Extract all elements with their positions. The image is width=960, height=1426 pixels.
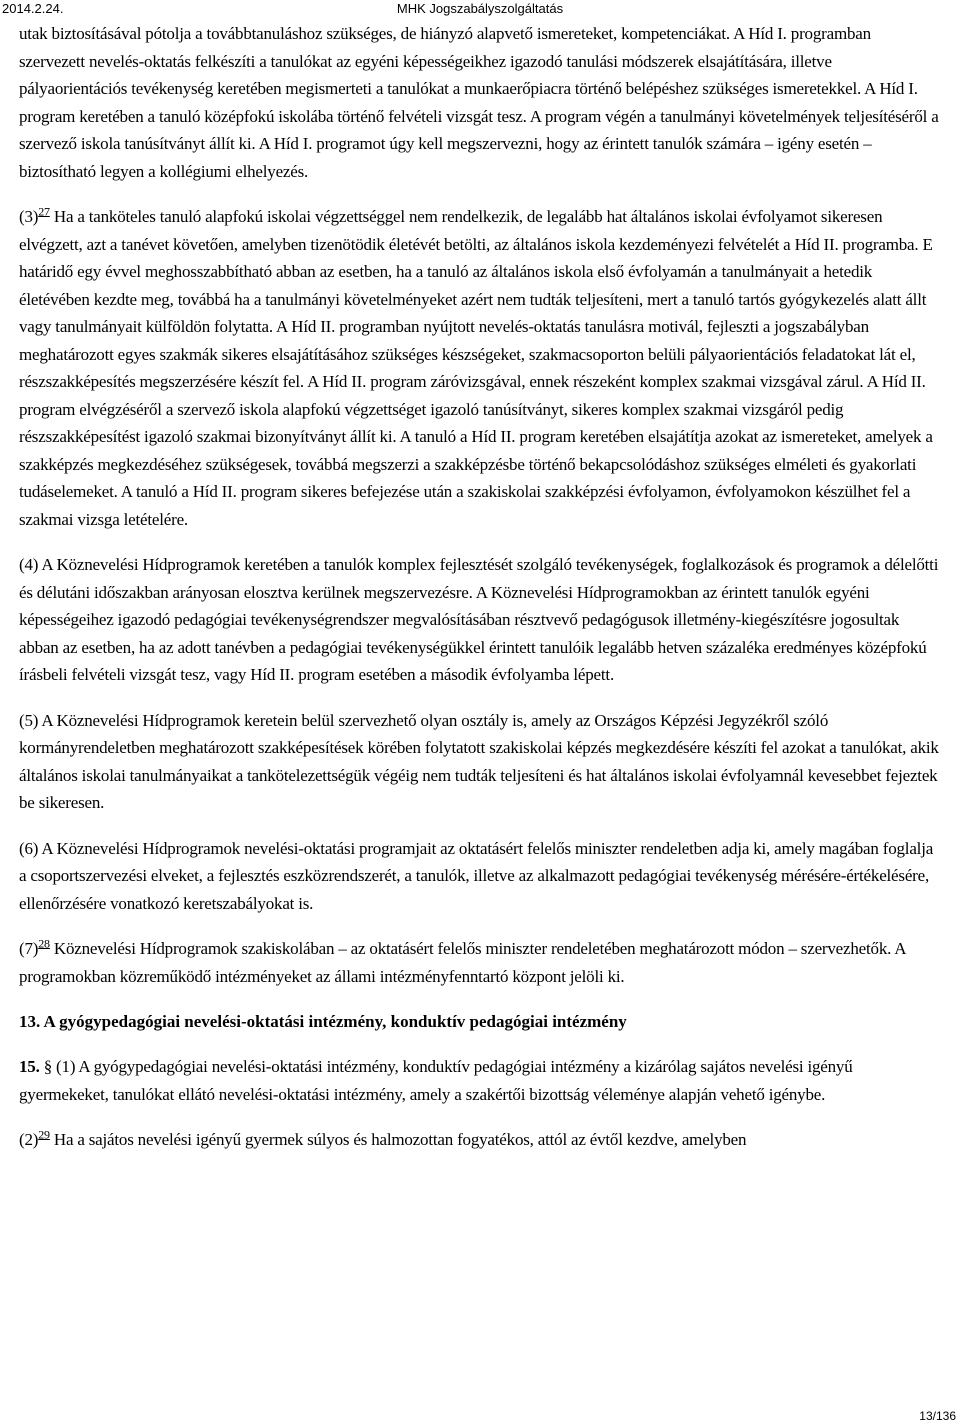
paragraph-text: Ha a sajátos nevelési igényű gyermek súlyos és halmozottan fogyatékos, attól az évtől kezdve, amelyben bbox=[49, 1130, 747, 1149]
footnote-link-27[interactable]: 27 bbox=[38, 204, 50, 219]
section-15-paragraph-2 bbox=[19, 1126, 939, 1154]
page-number: 13/136 bbox=[919, 1409, 956, 1423]
paragraph-text: Ha a tanköteles tanuló alapfokú iskolai végzettséggel nem rendelkezik, de legalább hat általános iskolai évfolyamot sikeresen elvégzett, azt a tanévet követően, amelyben tizenötödik életévét betölti, az általános iskola kezdeményezi felvételét a Híd II. programba. E határidő egy évvel meghosszabbítható abban az esetben, ha a tanuló az általános iskola első évfolyamán a tanulmányait a hetedik életévében kezdte meg, továbbá ha a tanulmányi követelményeket azért nem tudták teljesíteni, mert a tanuló tartós gyógykezelés alatt állt vagy tanulmányait külföldön folytatta. A Híd II. programban nyújtott nevelés-oktatás tanulásra motivál, fejleszti a jogszabályban meghatározott egyes szakmák sikeres elsajátításához szükséges készségeket, szakmacsoporton belüli pályaorientációs feladatokat lát el, részszakképesítés megszerzésére készít fel. A Híd II. program záróvizsgával, ennek részeként komplex szakmai vizsgával zárul. A Híd II. program elvégzéséről a szervező iskola alapfokú végzettséget igazoló tanúsítványt, sikeres komplex szakmai vizsgáról pedig részszakképesítést igazoló szakmai bizonyítványt állít ki. A tanuló a Híd II. program keretében elsajátítja azokat az ismereteket, amelyek a szakképzés megkezdéséhez szükségesek, továbbá megszerzi a szakképzésbe történő bekapcsolódáshoz szükséges elméleti és gyakorlati tudáselemeket. A tanuló a Híd II. program sikeres befejezése után a szakiskolai szakképzési évfolyamon, évfolyamokon készülhet fel a szakmai vizsga letételére. bbox=[19, 207, 933, 529]
paragraph-6: (6) A Köznevelési Hídprogramok nevelési-oktatási programjait az oktatásért felelős miniszter rendeletben adja ki, amely magában foglalja a csoportszervezési elveket, a fejlesztés eszközrendszerét, a tanulók, illetve az alkalmazott pedagógiai tevékenység mérésére-értékelésére, ellenőrzésére vonatkozó keretszabályokat is. bbox=[19, 838, 934, 913]
print-date: 2014.2.24. bbox=[2, 1, 64, 16]
footnote-link-28[interactable]: 28 bbox=[38, 936, 50, 951]
paragraph-text: § (1) A gyógypedagógiai nevelési-oktatási intézmény, konduktív pedagógiai intézmény a kizárólag sajátos nevelési igényű gyermekeket, tanulókat ellátó nevelési-oktatási intézmény, amely a szakértői bizottság véleménye alapján vehető igénybe. bbox=[19, 1057, 853, 1104]
paragraph-4: (4) A Köznevelési Hídprogramok keretében a tanulók komplex fejlesztését szolgáló tevékenységek, foglalkozások és programok a délelőtti és délutáni időszakban arányosan elosztva kerülnek megszervezésre. A Köznevelési Hídprogramokban az érintett tanulók egyéni képességeihez igazodó pedagógiai tevékenységrendszer megvalósításában résztvevő pedagógusok illetmény-kiegészítésre jogosultak abban az esetben, ha az adott tanévben a pedagógiai tevékenységükkel érintett tanulóik legalább hetven százaléka eredményes középfokú írásbeli felvételi vizsgát tesz, vagy Híd II. program esetében a második évfolyamba lépett. bbox=[19, 555, 939, 684]
section-number: 15. bbox=[19, 1057, 40, 1076]
paragraph-7 bbox=[19, 935, 939, 990]
paragraph-number: (2) bbox=[19, 1130, 39, 1149]
paragraph-hid-1: utak biztosításával pótolja a továbbtanuláshoz szükséges, de hiányzó alapvető ismereteket, kompetenciákat. A Híd I. programban szervezett nevelés-oktatás felkészíti a tanulókat az egyéni képességeikhez igazodó tanulási módszerek elsajátítására, illetve pályaorientációs tevékenység keretében megismerteti a tanulókat a munkaerőpiacra történő belépéshez szükséges ismeretekkel. A Híd I. program keretében a tanuló középfokú iskolába történő felvételi vizsgát tesz. A program végén a tanulmányi követelmények teljesítéséről a szervező iskola tanúsítványt állít ki. A Híd I. programot úgy kell megszervezni, hogy az érintett tanulók számára – igény esetén – biztosítható legyen a kollégiumi elhelyezés. bbox=[19, 24, 939, 181]
site-title: MHK Jogszabályszolgáltatás bbox=[396, 1, 564, 16]
footnote-link-29[interactable]: 29 bbox=[38, 1127, 50, 1142]
paragraph-text: Köznevelési Hídprogramok szakiskolában – az oktatásért felelős miniszter rendeletében meghatározott módon – szervezhetők. A programokban közreműködő intézményeket az állami intézményfenntartó központ jelöli ki. bbox=[19, 939, 906, 986]
section-heading: 13. A gyógypedagógiai nevelési-oktatási intézmény, konduktív pedagógiai intézmény bbox=[19, 1012, 627, 1031]
paragraph-5: (5) A Köznevelési Hídprogramok keretein belül szervezhető olyan osztály is, amely az Országos Képzési Jegyzékről szóló kormányrendeletben meghatározott szakképesítések körében folytatott szakiskolai képzés megkezdésére készíti fel azokat a tanulókat, akik általános iskolai tanulmányaikat a tankötelezettségük végéig nem tudták teljesíteni és hat általános iskolai évfolyamnál kevesebbet fejeztek be sikeresen. bbox=[19, 710, 939, 812]
paragraph-3 bbox=[19, 203, 939, 533]
paragraph-number: (7) bbox=[19, 939, 39, 958]
section-15-paragraph-1 bbox=[19, 1053, 939, 1108]
paragraph-number: (3) bbox=[19, 207, 39, 226]
print-header bbox=[0, 0, 960, 18]
document-body bbox=[19, 20, 939, 1154]
